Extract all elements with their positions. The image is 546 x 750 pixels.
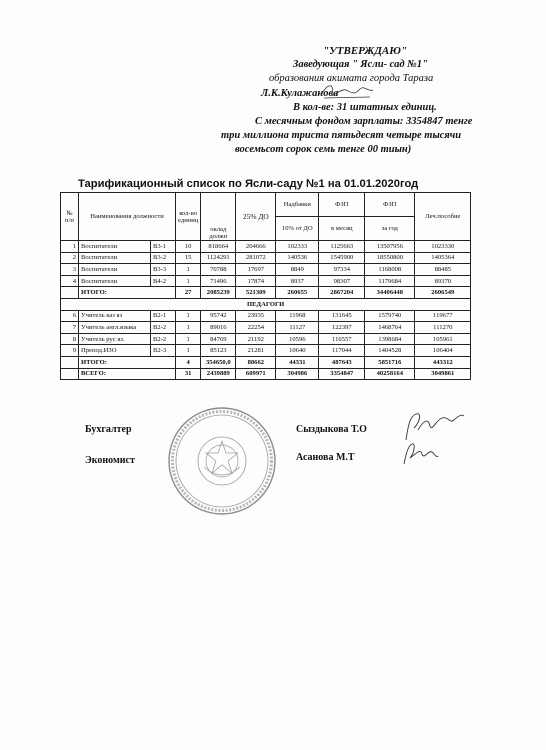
- cell-salary: 2085239: [201, 287, 236, 299]
- page-title: Тарификационный список по Ясли-саду №1 на 01.01.2020год: [78, 178, 419, 190]
- table-header-row: [61, 193, 471, 217]
- cell-25pct: 521309: [236, 287, 276, 299]
- cell-category: В2-1: [151, 310, 176, 322]
- cell-salary: 71496: [201, 275, 236, 287]
- grand-total-row: [61, 368, 471, 380]
- cell-25pct: 204666: [236, 241, 276, 253]
- cell-25pct: 17697: [236, 264, 276, 276]
- cell-name: Учитель рус яз.: [79, 333, 151, 345]
- table-row: [61, 322, 471, 334]
- cell-count: 1: [176, 345, 201, 357]
- subtotal-row: [61, 287, 471, 299]
- cell-fzp-year: 40258164: [365, 368, 415, 380]
- cell-name: Воспитатели: [79, 252, 151, 264]
- table-row: [61, 275, 471, 287]
- cell-allowance: 11127: [276, 322, 319, 334]
- cell-allowance: 102333: [276, 241, 319, 253]
- cell-category: В2-2: [151, 322, 176, 334]
- cell-count: 31: [176, 368, 201, 380]
- approval-signer: Л.К.Кулажанова: [261, 88, 339, 99]
- subtotal-label: ИТОГО:: [79, 356, 176, 368]
- header-25pct: 25% ДО: [236, 193, 276, 241]
- approval-line: образования акимата города Тараза: [269, 73, 434, 84]
- cell-fzp-month: 98307: [319, 275, 365, 287]
- cell-allowance: 304986: [276, 368, 319, 380]
- cell-count: 27: [176, 287, 201, 299]
- header-benefit: Леч.пособие: [415, 193, 471, 241]
- cell-fzp-year: 1468764: [365, 322, 415, 334]
- approval-line: Заведующая " Ясли- сад №1": [293, 59, 428, 70]
- cell-salary: 818664: [201, 241, 236, 253]
- cell-count: 15: [176, 252, 201, 264]
- cell-category: В2-2: [151, 333, 176, 345]
- cell-fzp-month: 122397: [319, 322, 365, 334]
- cell-count: 10: [176, 241, 201, 253]
- section-title: ПЕДАГОГИ: [61, 298, 471, 310]
- table-row: [61, 241, 471, 253]
- cell-fzp-year: 1404528: [365, 345, 415, 357]
- tariff-table: [60, 192, 471, 380]
- cell-num: 1: [61, 241, 79, 253]
- section-row: [61, 298, 471, 310]
- approval-line: С месячным фондом зарплаты: 3354847 тенге: [255, 116, 473, 127]
- cell-count: 1: [176, 310, 201, 322]
- cell-count: 4: [176, 356, 201, 368]
- cell-fzp-month: 97334: [319, 264, 365, 276]
- cell-allowance: 260655: [276, 287, 319, 299]
- cell-fzp-year: 13507956: [365, 241, 415, 253]
- director-signature: [318, 80, 376, 102]
- header-fzp-year-sub: за год: [365, 217, 415, 241]
- accountant-role: Бухгалтер: [85, 424, 132, 435]
- cell-salary: 70788: [201, 264, 236, 276]
- cell-allowance: 8937: [276, 275, 319, 287]
- cell-benefit: 1405364: [415, 252, 471, 264]
- cell-num: 9: [61, 345, 79, 357]
- cell-fzp-month: 1125663: [319, 241, 365, 253]
- header-allowance: Надбавки: [276, 193, 319, 217]
- cell-category: В3-1: [151, 241, 176, 253]
- table-row: [61, 333, 471, 345]
- economist-role: Экономист: [85, 455, 135, 466]
- cell-name: Воспитатели: [79, 241, 151, 253]
- cell-fzp-year: 1179684: [365, 275, 415, 287]
- cell-fzp-year: 1398684: [365, 333, 415, 345]
- approval-line: восемьсот сорок семь тенге 00 тиын): [235, 144, 412, 155]
- economist-name: Асанова М.Т: [296, 452, 355, 463]
- cell-fzp-year: 1168008: [365, 264, 415, 276]
- accountant-signature: [398, 410, 468, 444]
- cell-fzp-month: 116557: [319, 333, 365, 345]
- cell-name: Воспитатели: [79, 275, 151, 287]
- cell-salary: 89016: [201, 322, 236, 334]
- cell-count: 1: [176, 322, 201, 334]
- cell-count: 1: [176, 333, 201, 345]
- cell-25pct: 21281: [236, 345, 276, 357]
- cell-25pct: 23935: [236, 310, 276, 322]
- cell-fzp-month: 2867204: [319, 287, 365, 299]
- cell-allowance: 140536: [276, 252, 319, 264]
- cell-allowance: 11968: [276, 310, 319, 322]
- cell-fzp-year: 5851716: [365, 356, 415, 368]
- cell-num: 3: [61, 264, 79, 276]
- accountant-name: Сыздыкова Т.О: [296, 424, 367, 435]
- cell-num: 6: [61, 310, 79, 322]
- cell-benefit: 88485: [415, 264, 471, 276]
- cell-category: В3-3: [151, 264, 176, 276]
- table-row: [61, 310, 471, 322]
- cell-num: 4: [61, 275, 79, 287]
- cell-fzp-year: 18550800: [365, 252, 415, 264]
- cell-num: 2: [61, 252, 79, 264]
- cell-salary: 84769: [201, 333, 236, 345]
- cell-benefit: 89370: [415, 275, 471, 287]
- cell-allowance: 10596: [276, 333, 319, 345]
- cell-fzp-month: 3354847: [319, 368, 365, 380]
- cell-fzp-month: 131645: [319, 310, 365, 322]
- cell-name: Учитель каз яз: [79, 310, 151, 322]
- cell-fzp-year: 34406448: [365, 287, 415, 299]
- cell-count: 1: [176, 275, 201, 287]
- table-row: [61, 252, 471, 264]
- header-salary: оклад должн: [201, 193, 236, 241]
- cell-benefit: 3049861: [415, 368, 471, 380]
- cell-salary: 1124291: [201, 252, 236, 264]
- cell-25pct: 88662: [236, 356, 276, 368]
- cell-name: Препод.ИЗО: [79, 345, 151, 357]
- cell-category: В4-2: [151, 275, 176, 287]
- cell-allowance: 10640: [276, 345, 319, 357]
- header-name: Наименования должности: [79, 193, 176, 241]
- cell-salary: 85123: [201, 345, 236, 357]
- approval-title: "УТВЕРЖДАЮ": [323, 45, 407, 57]
- cell-name: Воспитатели: [79, 264, 151, 276]
- cell-benefit: 2606549: [415, 287, 471, 299]
- cell-salary: 354650,0: [201, 356, 236, 368]
- cell-fzp-month: 487643: [319, 356, 365, 368]
- cell-benefit: 105961: [415, 333, 471, 345]
- approval-line: три миллиона триста пятьдесят четыре тысячи: [221, 130, 462, 141]
- cell-benefit: 443312: [415, 356, 471, 368]
- header-allowance-sub: 10% от ДО: [276, 217, 319, 241]
- subtotal-row: [61, 356, 471, 368]
- header-count: кол-во единиц: [176, 193, 201, 241]
- cell-benefit: 119677: [415, 310, 471, 322]
- cell-25pct: 22254: [236, 322, 276, 334]
- cell-salary: 2439889: [201, 368, 236, 380]
- header-fzp-year: ФЗП: [365, 193, 415, 217]
- cell-num: 8: [61, 333, 79, 345]
- cell-25pct: 21192: [236, 333, 276, 345]
- header-fzp-month: ФЗП: [319, 193, 365, 217]
- subtotal-label: ИТОГО:: [79, 287, 176, 299]
- cell-allowance: 44331: [276, 356, 319, 368]
- approval-line: В кол-ве: 31 штатных единиц.: [293, 102, 437, 113]
- cell-category: В2-3: [151, 345, 176, 357]
- cell-benefit: 111270: [415, 322, 471, 334]
- cell-fzp-month: 1545900: [319, 252, 365, 264]
- cell-benefit: 1023330: [415, 241, 471, 253]
- cell-salary: 95742: [201, 310, 236, 322]
- cell-name: Учитель англ.языка: [79, 322, 151, 334]
- table-row: [61, 345, 471, 357]
- economist-signature: [398, 440, 442, 468]
- cell-benefit: 106404: [415, 345, 471, 357]
- cell-allowance: 8849: [276, 264, 319, 276]
- grand-total-label: ВСЕГО:: [79, 368, 176, 380]
- cell-25pct: 609971: [236, 368, 276, 380]
- cell-25pct: 281072: [236, 252, 276, 264]
- cell-fzp-month: 117044: [319, 345, 365, 357]
- official-seal: [166, 405, 278, 517]
- cell-fzp-year: 1579740: [365, 310, 415, 322]
- table-row: [61, 264, 471, 276]
- cell-count: 1: [176, 264, 201, 276]
- cell-category: В3-2: [151, 252, 176, 264]
- header-num: № п/п: [61, 193, 79, 241]
- header-fzp-month-sub: в месяц: [319, 217, 365, 241]
- cell-num: 7: [61, 322, 79, 334]
- cell-25pct: 17874: [236, 275, 276, 287]
